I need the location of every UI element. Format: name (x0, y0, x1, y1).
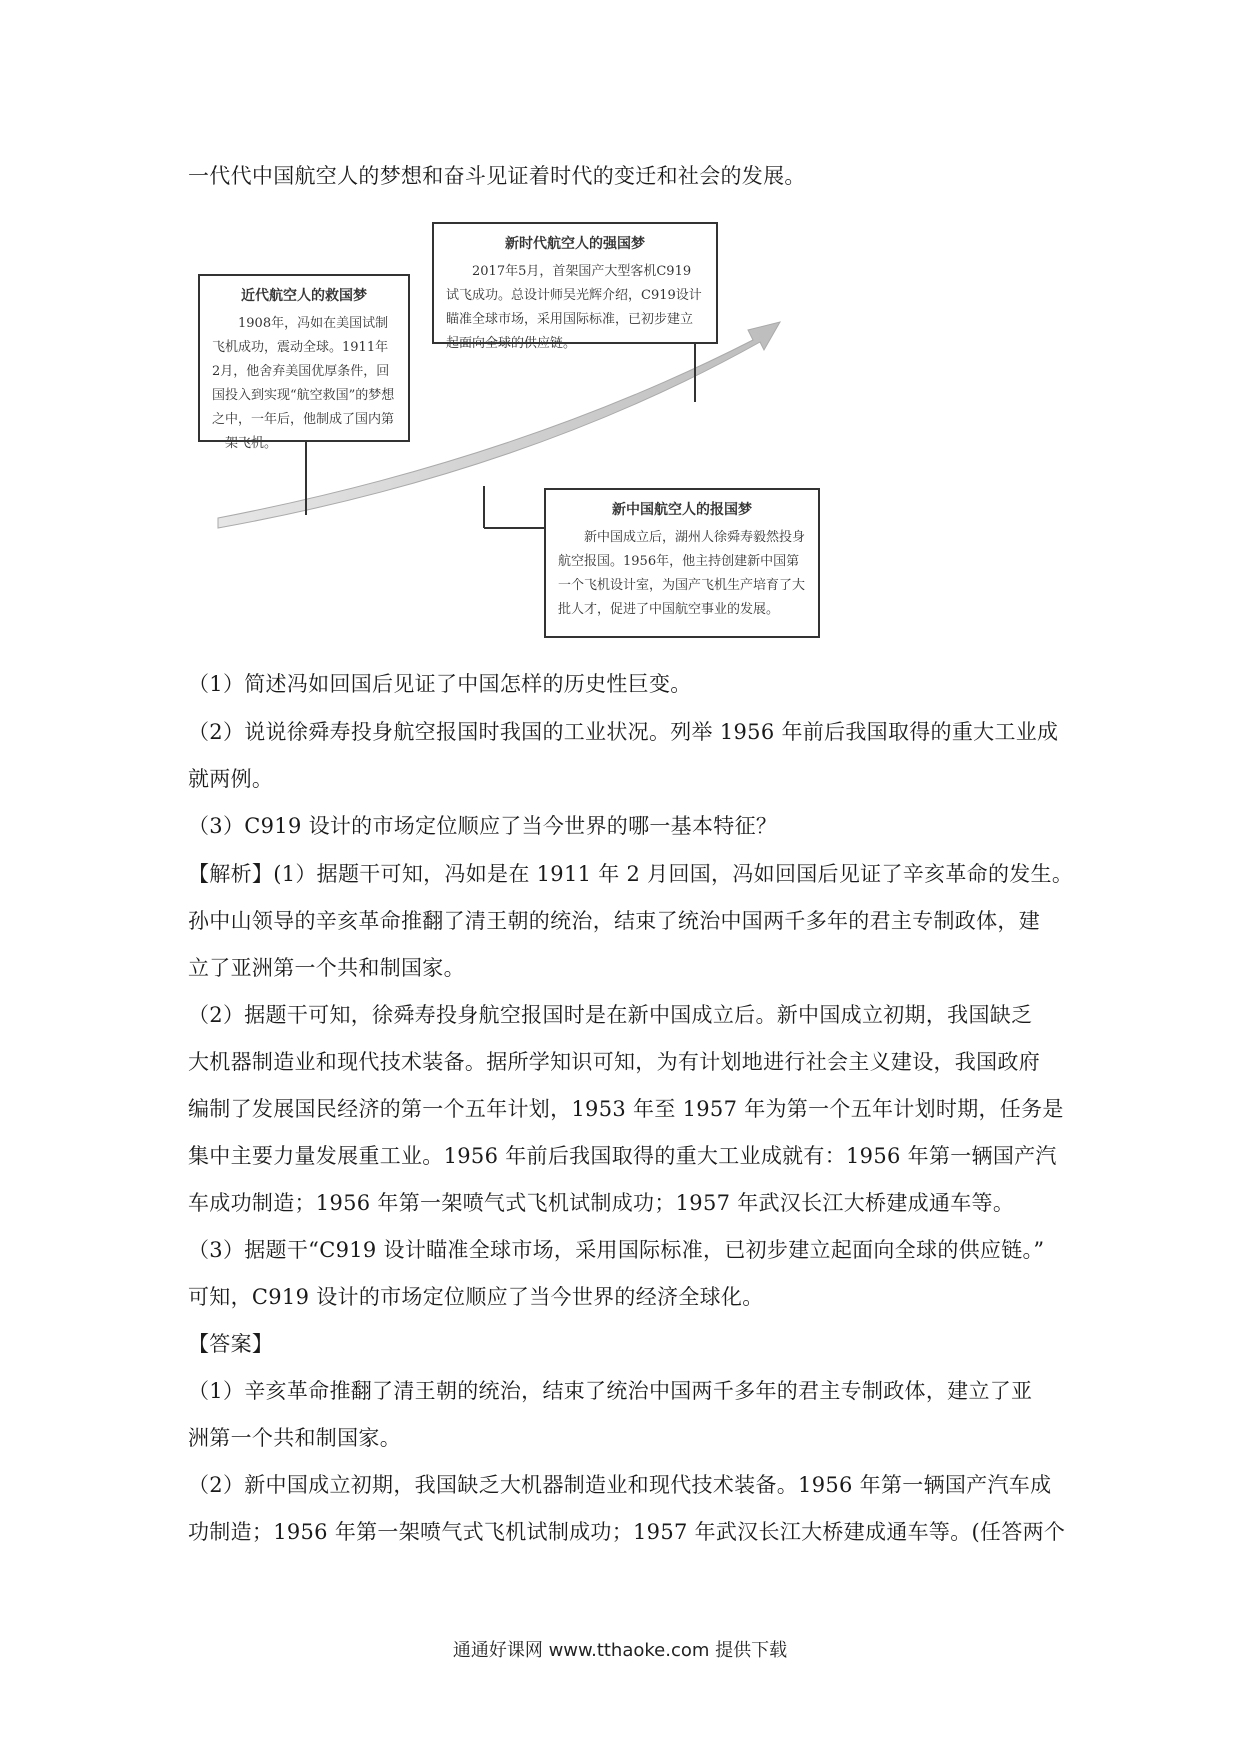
analysis-line: 大机器制造业和现代技术装备。据所学知识可知，为有计划地进行社会主义建设，我国政府 (188, 1050, 1040, 1074)
question-line: （1）简述冯如回国后见证了中国怎样的历史性巨变。 (188, 672, 692, 696)
analysis-line: 集中主要力量发展重工业。1956 年前后我国取得的重大工业成就有：1956 年第一辆国产汽 (188, 1144, 1057, 1168)
page-footer: 通通好课网 www.tthaoke.com 提供下载 (452, 1640, 788, 1661)
answer-line: （1）辛亥革命推翻了清王朝的统治，结束了统治中国两千多年的君主专制政体，建立了亚 (188, 1379, 1033, 1403)
question-line: （2）说说徐舜寿投身航空报国时我国的工业状况。列举 1956 年前后我国取得的重大工业成 (188, 720, 1059, 744)
analysis-line: 编制了发展国民经济的第一个五年计划，1953 年至 1957 年为第一个五年计划时期，任务是 (188, 1097, 1064, 1121)
analysis-line: （2）据题干可知，徐舜寿投身航空报国时是在新中国成立后。新中国成立初期，我国缺乏 (188, 1003, 1033, 1027)
answer-line: 洲第一个共和制国家。 (188, 1426, 401, 1450)
analysis-line: 立了亚洲第一个共和制国家。 (188, 956, 465, 980)
answer-heading: 【答案】 (188, 1332, 274, 1356)
analysis-line: 孙中山领导的辛亥革命推翻了清王朝的统治，结束了统治中国两千多年的君主专制政体，建 (188, 909, 1040, 933)
question-line: 就两例。 (188, 767, 274, 791)
answer-line: 功制造；1956 年第一架喷气式飞机试制成功；1957 年武汉长江大桥建成通车等。(任答两个 (188, 1520, 1066, 1544)
box-new-era-aviator (432, 222, 718, 351)
analysis-line: 【解析】(1）据题干可知，冯如是在 1911 年 2 月回国，冯如回国后见证了辛亥革命的发生。 (188, 862, 1074, 886)
timeline-diagram (188, 210, 888, 650)
box-title: 新中国航空人的报国梦 (612, 502, 752, 518)
answer-line: （2）新中国成立初期，我国缺乏大机器制造业和现代技术装备。1956 年第一辆国产汽车成 (188, 1473, 1052, 1497)
box-body: 1908年，冯如在美国试制飞机成功，震动全球。1911年2月，他舍弃美国优厚条件，回国投入到实现“航空救国”的梦想之中，一年后，他制成了国内第一架飞机。 (212, 316, 395, 451)
intro-text: 一代代中国航空人的梦想和奋斗见证着时代的变迁和社会的发展。 (188, 164, 806, 188)
box-title: 新时代航空人的强国梦 (505, 236, 645, 252)
box-modern-aviator (198, 274, 410, 451)
box-title: 近代航空人的救国梦 (241, 288, 367, 304)
question-line: （3）C919 设计的市场定位顺应了当今世界的哪一基本特征？ (188, 814, 778, 838)
analysis-line: 可知，C919 设计的市场定位顺应了当今世界的经济全球化。 (188, 1285, 764, 1309)
box-new-china-aviator (544, 488, 820, 638)
box-body: 新中国成立后，湖州人徐舜寿毅然投身航空报国。1956年，他主持创建新中国第一个飞机设计室，为国产飞机生产培育了大批人才，促进了中国航空事业的发展。 (558, 530, 806, 617)
box-body: 2017年5月，首架国产大型客机C919试飞成功。总设计师吴光辉介绍，C919设计瞄准全球市场，采用国际标准，已初步建立起面向全球的供应链。 (446, 264, 702, 351)
analysis-line: 车成功制造；1956 年第一架喷气式飞机试制成功；1957 年武汉长江大桥建成通车等。 (188, 1191, 1015, 1215)
analysis-line: （3）据题干“C919 设计瞄准全球市场，采用国际标准，已初步建立起面向全球的供应链。” (188, 1238, 1045, 1262)
